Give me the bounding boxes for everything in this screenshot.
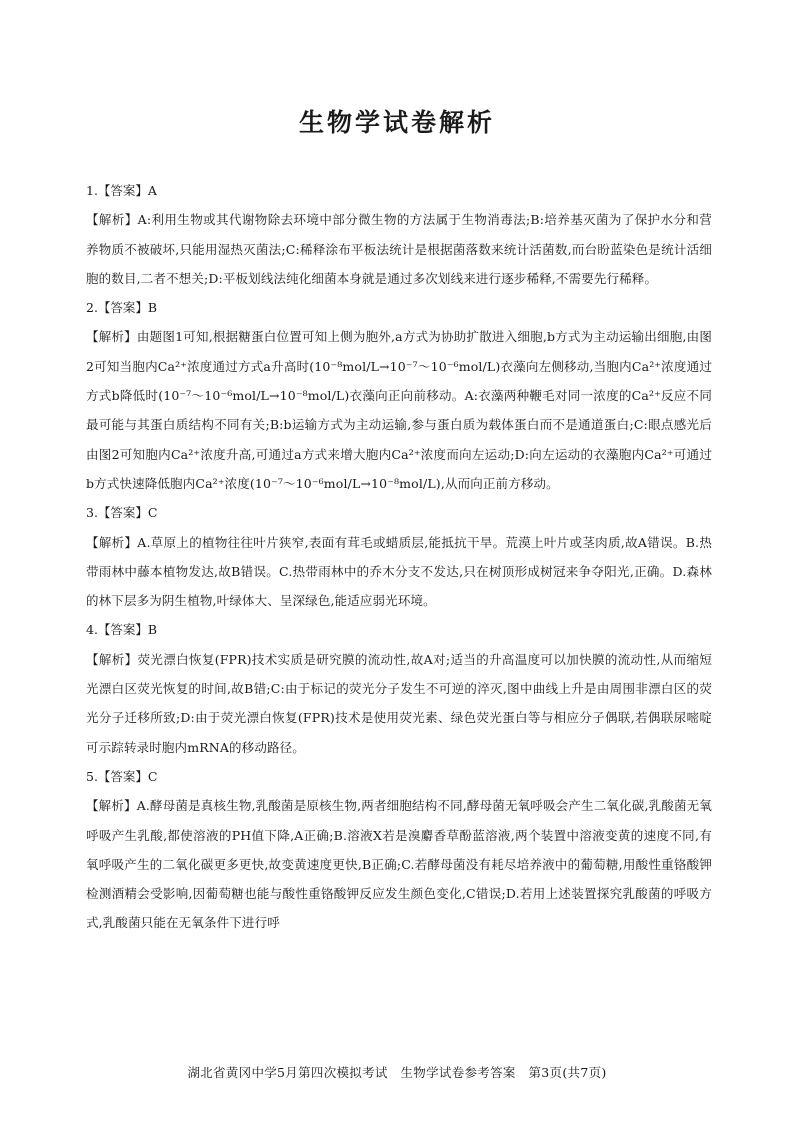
answer-heading: 1.【答案】A <box>86 183 157 198</box>
analysis-text: 【解析】荧光漂白恢复(FPR)技术实质是研究膜的流动性,故A对;适当的升高温度可以加快膜的流动性,从而缩短光漂白区荧光恢复的时间,故B错;C:由于标记的荧光分子发生不可逆的淬灭,图中曲线上升是由周围非漂白区的荧光分子迁移所致;D:由于荧光漂白恢复(FPR)技术是使用荧光素、绿色荧光蛋白等与相应分子偶联,若偶联尿嘧啶可示踪转录时胞内mRNA的移动路径。 <box>86 651 712 755</box>
answer-heading: 4.【答案】B <box>86 622 158 638</box>
analysis-text: 【解析】A.酵母菌是真核生物,乳酸菌是原核生物,两者细胞结构不同,酵母菌无氧呼吸会产生二氧化碳,乳酸菌无氧呼吸产生乳酸,都使溶液的PH值下降,A正确;B.溶液X若是溴麝香草酚蓝溶液,两个装置中溶液变黄的速度不同,有氧呼吸产生的二氧化碳更多更快,故变黄速度更快,B正确;C.若酵母菌没有耗尽培养液中的葡萄糖,用酸性重铬酸钾检测酒精会受影响,因葡萄糖也能与酸性重铬酸钾反应发生颜色变化,C错误;D.若用上述装置探究乳酸菌的呼吸方式,乳酸菌只能在无氧条件下进行呼 <box>86 798 712 931</box>
page-footer: 湖北省黄冈中学5月第四次模拟考试 生物学试卷参考答案 第3页(共7页) <box>187 1065 607 1080</box>
answer-list <box>86 176 712 938</box>
question-5 <box>86 762 712 938</box>
analysis-text: 【解析】由题图1可知,根据糖蛋白位置可知上侧为胞外,a方式为协助扩散进入细胞,b方式为主动运输出细胞,由图2可知当胞内Ca²⁺浓度通过方式a升高时(10⁻⁸mol/L→10⁻⁷～10⁻⁶mol/L)衣藻向左侧移动,当胞内Ca²⁺浓度通过方式b降低时(10⁻⁷～10⁻⁶mol/L→10⁻⁸mol/L)衣藻向正向前移动。A:衣藻两种鞭毛对同一浓度的Ca²⁺反应不同最可能与其蛋白质结构不同有关;B:b运输方式为主动运输,参与蛋白质为载体蛋白而不是通道蛋白;C:眼点感光后由图2可知胞内Ca²⁺浓度升高,可通过a方式来增大胞内Ca²⁺浓度而向左运动;D:向左运动的衣藻胞内Ca²⁺可通过b方式快速降低胞内Ca²⁺浓度(10⁻⁷～10⁻⁶mol/L→10⁻⁸mol/L),从而向正前方移动。 <box>86 329 712 491</box>
page-title: 生物学试卷解析 <box>298 108 495 137</box>
question-1 <box>86 176 712 293</box>
question-3 <box>86 498 712 615</box>
question-4 <box>86 615 712 761</box>
answer-heading: 2.【答案】B <box>86 300 158 316</box>
answer-heading: 3.【答案】C <box>86 505 158 521</box>
analysis-text: 【解析】A.草原上的植物往往叶片狭窄,表面有茸毛或蜡质层,能抵抗干旱。荒漠上叶片或茎肉质,故A错误。B.热带雨林中藤本植物发达,故B错误。C.热带雨林中的乔木分支不发达,只在树顶形成树冠来争夺阳光,正确。D.森林的林下层多为阴生植物,叶绿体大、呈深绿色,能适应弱光环境。 <box>86 534 712 609</box>
analysis-text: 【解析】A:利用生物或其代谢物除去环境中部分微生物的方法属于生物消毒法;B:培养基灭菌为了保护水分和营养物质不被破坏,只能用湿热灭菌法;C:稀释涂布平板法统计是根据菌落数来统计活菌数,而台盼蓝染色是统计活细胞的数目,二者不想关;D:平板划线法纯化细菌本身就是通过多次划线来进行逐步稀释,不需要先行稀释。 <box>86 212 712 286</box>
answer-heading: 5.【答案】C <box>86 768 158 784</box>
question-2 <box>86 293 712 498</box>
